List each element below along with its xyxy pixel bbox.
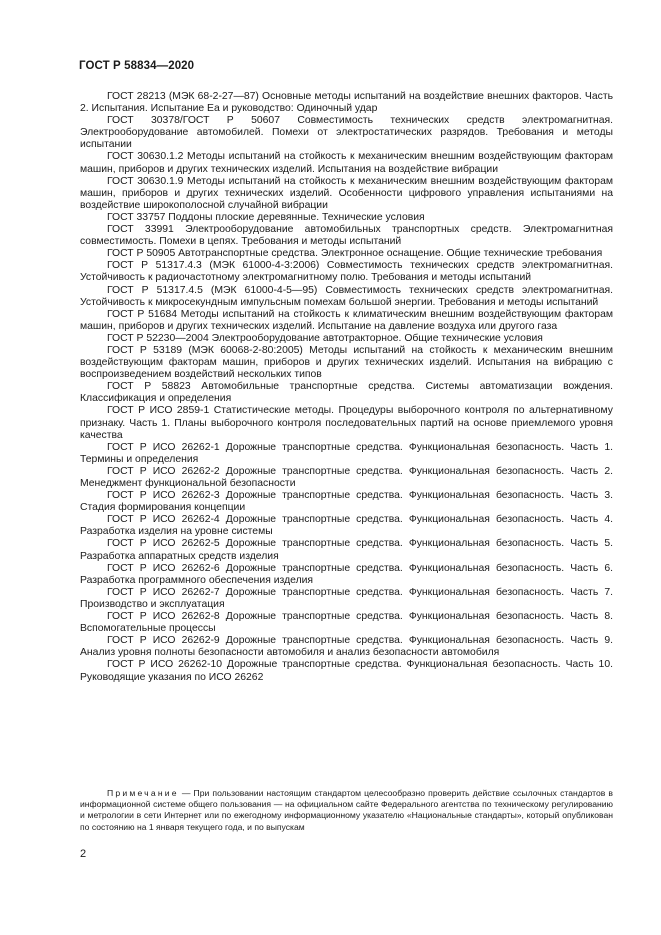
reference-item: ГОСТ Р ИСО 26262-10 Дорожные транспортные средства. Функциональная безопасность. Часть 10. Руководящие указания по ИСО 26262: [80, 659, 613, 683]
reference-item: ГОСТ Р ИСО 26262-6 Дорожные транспортные средства. Функциональная безопасность. Часть 6. Разработка программного обеспечения изделия: [80, 562, 613, 586]
note-block: [80, 788, 613, 833]
reference-item: ГОСТ Р ИСО 26262-2 Дорожные транспортные средства. Функциональная безопасность. Часть 2. Менеджмент функциональной безопасности: [80, 465, 613, 489]
reference-item: ГОСТ Р ИСО 26262-4 Дорожные транспортные средства. Функциональная безопасность. Часть 4. Разработка изделия на уровне системы: [80, 514, 613, 538]
reference-item: ГОСТ 33991 Электрооборудование автомобильных транспортных средств. Электромагнитная совместимость. Помехи в цепях. Требования и методы испытаний: [80, 224, 613, 248]
reference-item: ГОСТ Р ИСО 26262-8 Дорожные транспортные средства. Функциональная безопасность. Часть 8. Вспомогательные процессы: [80, 611, 613, 635]
reference-item: ГОСТ 30630.1.2 Методы испытаний на стойкость к механическим внешним воздействующим факторам машин, приборов и других технических изделий. Испытания на воздействие вибрации: [80, 151, 613, 175]
reference-item: ГОСТ Р ИСО 26262-9 Дорожные транспортные средства. Функциональная безопасность. Часть 9. Анализ уровня полноты безопасности автомобиля и анализ безопасности автомобиля: [80, 635, 613, 659]
reference-item: ГОСТ Р 50905 Автотранспортные средства. Электронное оснащение. Общие технические требования: [107, 248, 603, 260]
page-number: 2: [80, 848, 87, 860]
normative-references-list: [80, 91, 613, 684]
reference-item: ГОСТ 30630.1.9 Методы испытаний на стойкость к механическим внешним воздействующим факторам машин, приборов и других технических изделий. Особенности цифрового управления испытаниями на воздействие широкополосной случайной вибрации: [80, 175, 613, 211]
reference-item: ГОСТ Р ИСО 26262-7 Дорожные транспортные средства. Функциональная безопасность. Часть 7. Производство и эксплуатация: [80, 586, 613, 610]
reference-item: ГОСТ Р ИСО 26262-5 Дорожные транспортные средства. Функциональная безопасность. Часть 5. Разработка аппаратных средств изделия: [80, 538, 613, 562]
reference-item: ГОСТ 33757 Поддоны плоские деревянные. Технические условия: [107, 211, 425, 223]
reference-item: ГОСТ Р 51317.4.5 (МЭК 61000-4-5—95) Совместимость технических средств электромагнитная. Устойчивость к микросекундным импульсным помехам большой энергии. Требования и методы испытаний: [80, 284, 613, 308]
reference-item: ГОСТ 30378/ГОСТ Р 50607 Совместимость технических средств электромагнитная. Электрооборудование автомобилей. Помехи от электростатических разрядов. Требования и методы испытании: [80, 115, 613, 151]
reference-item: ГОСТ Р 58823 Автомобильные транспортные средства. Системы автоматизации вождения. Классификация и определения: [80, 381, 613, 405]
reference-item: ГОСТ Р 51684 Методы испытаний на стойкость к климатическим внешним воздействующим факторам машин, приборов и других технических изделий. Испытание на давление воздуха или другого газа: [80, 308, 613, 332]
reference-item: ГОСТ Р 53189 (МЭК 60068-2-80:2005) Методы испытаний на стойкость к механическим внешним воздействующим факторам машин, приборов и других технических изделий. Испытания на вибрацию с воспроизведением воздействий нескольких типов: [80, 344, 613, 381]
reference-item: ГОСТ Р ИСО 26262-3 Дорожные транспортные средства. Функциональная безопасность. Часть 3. Стадия формирования концепции: [80, 490, 613, 514]
reference-item: ГОСТ Р ИСО 2859-1 Статистические методы. Процедуры выборочного контроля по альтернативному признаку. Часть 1. Планы выборочного контроля последовательных партий на основе приемлемого уровня качества: [80, 405, 613, 441]
reference-item: ГОСТ 28213 (МЭК 68-2-27—87) Основные методы испытаний на воздействие внешних факторов. Часть 2. Испытания. Испытание Еа и руководство: Одиночный удар: [80, 91, 613, 115]
note-text: — При пользовании настоящим стандартом целесообразно проверить действие ссылочных стандартов в информационной системе общего пользования — на официальном сайте Федерального агентства по техническому регулированию и метрологии в сети Интернет или по ежегодному информационному указателю «Национальные стандарты», который опубликован по состоянию на 1 января текущего года, и по выпускам: [80, 788, 613, 832]
reference-item: ГОСТ Р ИСО 26262-1 Дорожные транспортные средства. Функциональная безопасность. Часть 1. Термины и определения: [80, 441, 613, 465]
note-paragraph: [80, 788, 613, 833]
note-label: Примечание: [107, 788, 179, 798]
reference-item: ГОСТ Р 52230—2004 Электрооборудование автотракторное. Общие технические условия: [107, 332, 543, 344]
reference-item: ГОСТ Р 51317.4.3 (МЭК 61000-4-3:2006) Совместимость технических средств электромагнитная. Устойчивость к радиочастотному электромагнитному полю. Требования и методы испытаний: [80, 260, 613, 284]
document-code-header: ГОСТ Р 58834—2020: [79, 60, 195, 72]
